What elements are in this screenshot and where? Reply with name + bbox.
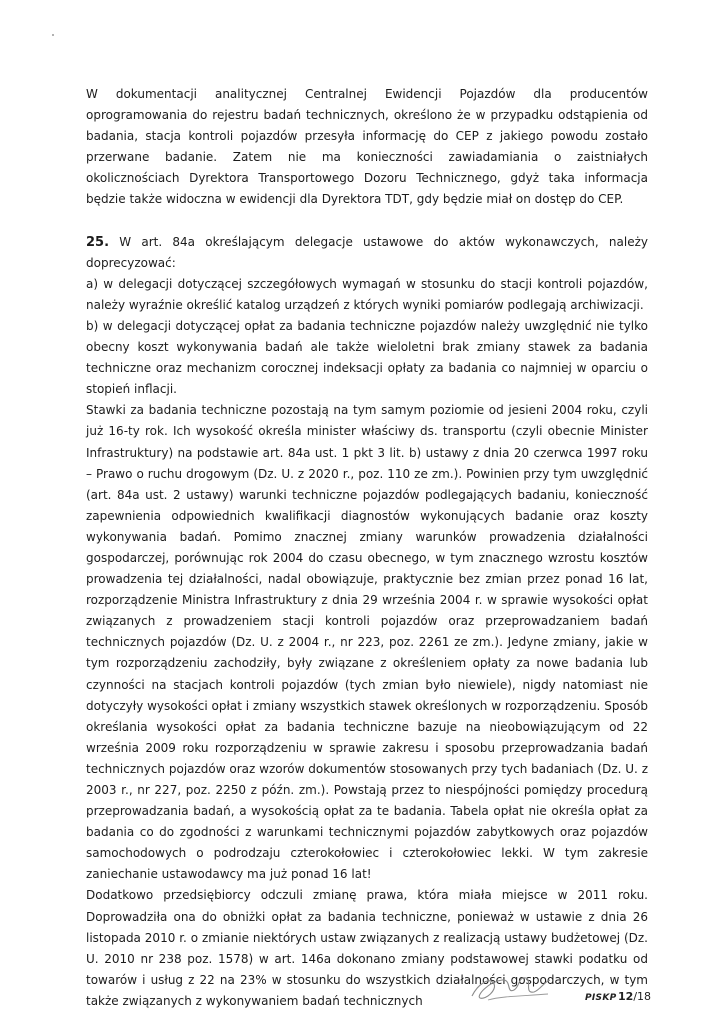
piskp-logo: PISKP [585, 993, 617, 1003]
page-current: 12 [618, 990, 634, 1003]
page-number [618, 990, 651, 1003]
paragraph-art-84a [86, 232, 648, 274]
point-text: W art. 84a określającym delegacje ustawowe do aktów wykonawczych, należy doprecyzować: [86, 234, 648, 270]
paragraph-rates: Stawki za badania techniczne pozostają na tym samym poziomie od jesieni 2004 roku, czyli już 16-ty rok. Ich wysokość określa minister właściwy ds. transportu (czyli obecnie Minister Infrastruktury) na podstawie art. 84a ust. 1 pkt 3 lit. b) ustawy z dnia 20 czerwca 1997 roku – Prawo o ruchu drogowym (Dz. U. z 2020 r., poz. 110 ze zm.). Powinien przy tym uwzględnić (art. 84a ust. 2 ustawy) warunki techniczne pojazdów podlegających badaniu, konieczność zapewnienia odpowiednich kwalifikacji diagnostów wykonujących badanie oraz koszty wykonywania badań. Pomimo znacznej zmiany warunków prowadzenia działalności gospodarczej, porównując rok 2004 do czasu obecnego, w tym znacznego wzrostu kosztów prowadzenia tej działalności, nadal obowiązuje, praktycznie bez zmian przez ponad 16 lat, rozporządzenie Ministra Infrastruktury z dnia 29 września 2004 r. w sprawie wysokości opłat związanych z prowadzeniem stacji kontroli pojazdów oraz przeprowadzaniem badań technicznych pojazdów (Dz. U. z 2004 r., nr 223, poz. 2261 ze zm.). Jedyne zmiany, jakie w tym rozporządzeniu zachodziły, były związane z określeniem opłaty za nowe badania lub czynności na stacjach kontroli pojazdów (tych zmian było niewiele), nigdy natomiast nie dotyczyły wysokości opłat i zmiany wszystkich stawek określonych w rozporządzeniu. Sposób określania wysokości opłat za badania techniczne bazuje na nieobowiązującym od 22 września 2009 roku rozporządzeniu w sprawie zakresu i sposobu przeprowadzania badań technicznych pojazdów oraz wzorów dokumentów stosowanych przy tych badaniach (Dz. U. z 2003 r., nr 227, poz. 2250 z późn. zm.). Powstają przez to niespójności pomiędzy procedurą przeprowadzania badań, a wysokością opłat za te badania. Tabela opłat nie określa opłat za badania co do zgodności z warunkami technicznymi pojazdów zabytkowych oraz pojazdów samochodowych o podrodzaju czterokołowiec i czterokołowiec lekki. W tym zakresie zaniechanie ustawodawcy ma już ponad 16 lat! [86, 403, 648, 882]
paragraph-cep-documentation: W dokumentacji analitycznej Centralnej Ewidencji Pojazdów dla producentów oprogramowania do rejestru badań technicznych, określono że w przypadku odstąpienia od badania, stacja kontroli pojazdów przesyła informację do CEP z jakiego powodu zostało przerwane badanie. Zatem nie ma konieczności zawiadamiania o zaistniałych okolicznościach Dyrektora Transportowego Dozoru Technicznego, gdyż taka informacja będzie także widoczna w ewidencji dla Dyrektora TDT, gdy będzie miał on dostęp do CEP. [86, 87, 648, 207]
point-number: 25. [86, 234, 110, 250]
document-body [86, 84, 648, 1012]
scan-artifact-dot [52, 34, 54, 36]
page-total: /18 [633, 990, 652, 1003]
paragraph-item-a: a) w delegacji dotyczącej szczegółowych wymagań w stosunku do stacji kontroli pojazdów, należy wyraźnie określić katalog urządzeń z których wyniki pomiarów podlegają archiwizacji. [86, 276, 648, 312]
paragraph-gap [86, 211, 648, 232]
handwritten-signature-icon [468, 966, 554, 1008]
paragraph-vat-change: Dodatkowo przedsiębiorcy odczuli zmianę prawa, która miała miejsce w 2011 roku. Doprowadziła ona do obniżki opłat za badania techniczne, ponieważ w ustawie z dnia 26 listopada 2010 r. o zmianie niektórych ustaw związanych z realizacją ustawy budżetowej (Dz. U. 2010 nr 238 poz. 1578) w art. 146a dokonano zmiany podstawowej stawki podatku od towarów i usług z 22 na 23% w stosunku do wszystkich działalności gospodarczych, w tym także związanych z wykonywaniem badań technicznych [86, 888, 648, 1008]
paragraph-item-b: b) w delegacji dotyczącej opłat za badania techniczne pojazdów należy uwzględnić nie tylko obecny koszt wykonywania badań ale także wieloletni brak zmiany stawek za badania techniczne oraz mechanizm corocznej indeksacji opłaty za badania co najmniej w oparciu o stopień inflacji. [86, 318, 648, 397]
